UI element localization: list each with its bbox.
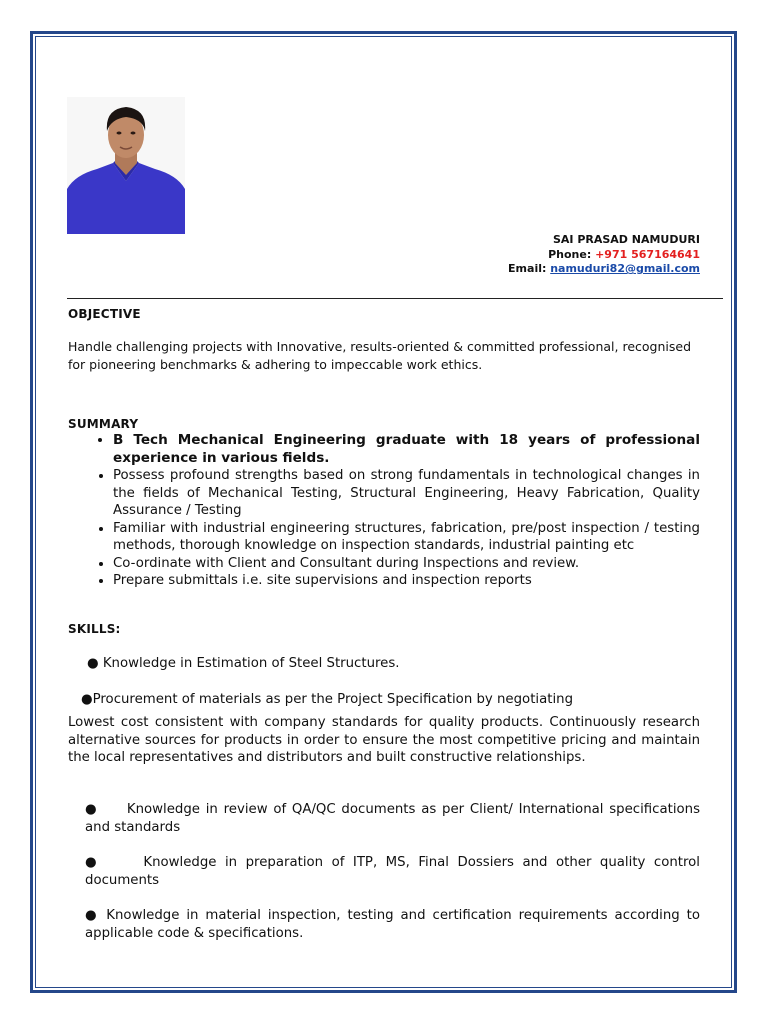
skill-item: ● Knowledge in preparation of ITP, MS, Final Dossiers and other quality control documents: [85, 855, 705, 888]
summary-item: • Familiar with industrial engineering structures, fabrication, pre/post inspection / testing methods, thorough knowledge on inspection standards, industrial painting etc: [113, 520, 700, 555]
email-line: [508, 262, 700, 277]
candidate-name: SAI PRASAD NAMUDURI: [552, 233, 700, 246]
email-link[interactable]: namuduri82@gmail.com: [550, 262, 700, 275]
phone-label: Phone:: [548, 247, 596, 261]
skill-item-continuation: Lowest cost consistent with company standards for quality products. Continuously research alternative sources for products in order to ensure the most competitive pricing and maintain the local representatives and distributors and built constructive relationships.: [68, 715, 700, 765]
skill-item: ● Knowledge in material inspection, testing and certification requirements according to applicable code & specifications.: [85, 908, 700, 941]
skill-item: ● Knowledge in Estimation of Steel Structures.: [87, 656, 400, 671]
objective-text: Handle challenging projects with Innovative, results-oriented & committed professional, recognised for pioneering benchmarks & adhering to impeccable work ethics.: [68, 339, 691, 372]
phone-line: [508, 248, 700, 263]
contact-block: [508, 233, 700, 277]
email-label: Email:: [508, 262, 551, 275]
summary-item: • Prepare submittals i.e. site supervisions and inspection reports: [113, 572, 700, 590]
summary-item: • Co-ordinate with Client and Consultant during Inspections and review.: [113, 555, 700, 573]
objective-heading: OBJECTIVE: [68, 307, 141, 321]
skill-item: ●Procurement of materials as per the Project Specification by negotiating: [81, 692, 574, 707]
summary-item: • Possess profound strengths based on strong fundamentals in technological changes in the fields of Mechanical Testing, Structural Engineering, Heavy Fabrication, Quality Assurance / Testing: [113, 467, 700, 520]
profile-photo: [67, 97, 185, 234]
header-divider: [67, 298, 723, 299]
phone-value: +971 567164641: [595, 247, 700, 261]
summary-heading: SUMMARY: [68, 417, 139, 431]
summary-item: • B Tech Mechanical Engineering graduate with 18 years of professional experience in various fields.: [113, 432, 700, 467]
skills-heading: SKILLS:: [68, 622, 121, 636]
summary-list: [68, 432, 700, 590]
skill-item: ● Knowledge in review of QA/QC documents as per Client/ International specifications and standards: [85, 802, 705, 835]
